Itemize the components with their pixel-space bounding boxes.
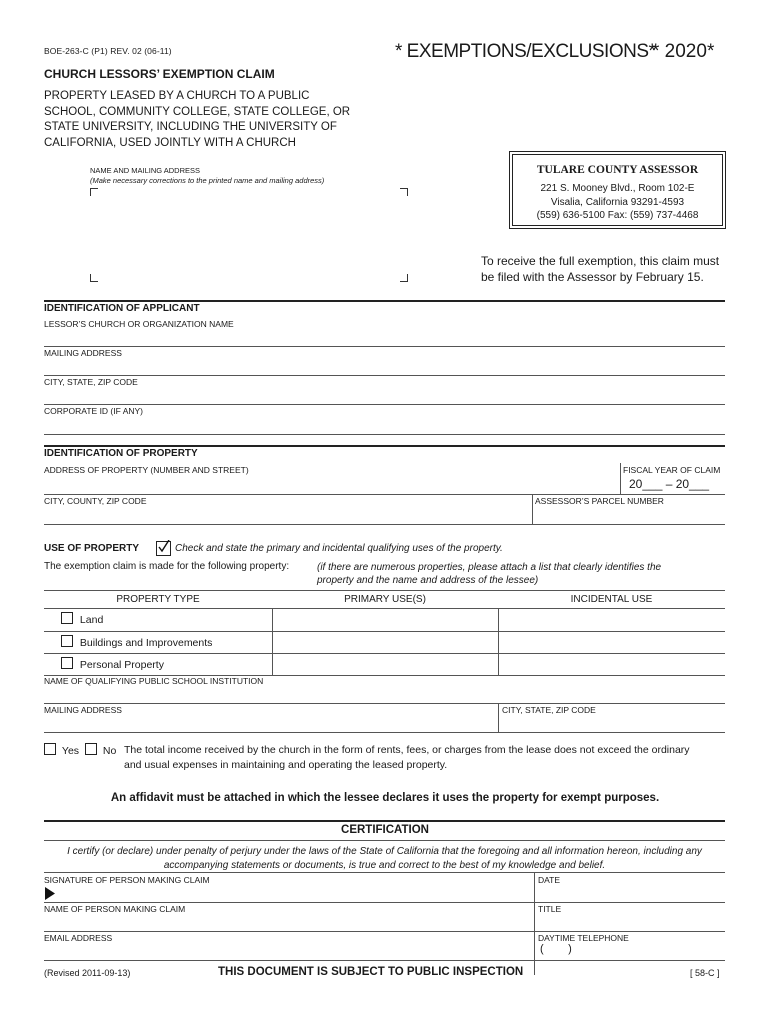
email-field[interactable] (44, 944, 532, 960)
use-heading: USE OF PROPERTY (44, 543, 140, 554)
col-incidental-use: INCIDENTAL USE (570, 594, 653, 605)
assessor-name: TULARE COUNTY ASSESSOR (536, 164, 699, 176)
claimant-name-label: NAME OF PERSON MAKING CLAIM (44, 904, 186, 914)
school-mailing-label: MAILING ADDRESS (44, 705, 122, 715)
income-yes-checkbox[interactable] (44, 743, 56, 755)
personal-incidental-field[interactable] (500, 655, 723, 675)
address-corner-tl (90, 188, 98, 196)
property-city-field[interactable] (44, 507, 530, 523)
col-primary-use: PRIMARY USE(S) (344, 594, 426, 605)
signature-label: SIGNATURE OF PERSON MAKING CLAIM (44, 875, 210, 885)
assessor-phone: (559) 636-5100 Fax: (559) 737-4468 (536, 210, 699, 221)
col-property-type: PROPERTY TYPE (116, 594, 200, 605)
email-label: EMAIL ADDRESS (44, 933, 113, 943)
date-label: DATE (538, 875, 561, 885)
applicant-heading: IDENTIFICATION OF APPLICANT (44, 303, 200, 314)
parcel-label: ASSESSOR’S PARCEL NUMBER (535, 496, 664, 506)
income-no-checkbox[interactable] (85, 743, 97, 755)
public-inspection-notice: THIS DOCUMENT IS SUBJECT TO PUBLIC INSPECTION (218, 966, 524, 978)
row-personal-property: Personal Property (61, 657, 164, 671)
date-field[interactable] (538, 886, 723, 902)
corporate-id-label: CORPORATE ID (IF ANY) (44, 406, 144, 416)
filing-note: To receive the full exemption, this claim must be filed with the Assessor by February 15. (481, 254, 720, 284)
property-address-field[interactable] (44, 476, 618, 492)
corporate-id-field[interactable] (44, 417, 725, 433)
income-statement: The total income received by the church in the form of rents, fees, or charges from the lease does not exceed the ordinary and usual expenses in maintaining and operating the leased property. (124, 744, 690, 771)
address-corner-tr (400, 188, 408, 196)
school-mailing-field[interactable] (44, 716, 496, 732)
revised-date: (Revised 2011-09-13) (44, 968, 131, 978)
phone-label: DAYTIME TELEPHONE (538, 933, 629, 943)
row-buildings: Buildings and Improvements (61, 635, 212, 649)
buildings-incidental-field[interactable] (500, 633, 723, 653)
property-address-label: ADDRESS OF PROPERTY (NUMBER AND STREET) (44, 465, 249, 475)
title-label: TITLE (538, 904, 562, 914)
form-index-code: [ 58-C ] (690, 968, 720, 978)
land-primary-field[interactable] (274, 610, 496, 630)
income-yes: Yes (44, 743, 79, 757)
personal-primary-field[interactable] (274, 655, 496, 675)
property-city-label: CITY, COUNTY, ZIP CODE (44, 496, 147, 506)
assessor-box (509, 151, 726, 229)
mailing-address-field[interactable] (44, 359, 725, 375)
address-hint: (Make necessary corrections to the printed name and mailing address) (90, 176, 325, 185)
title-field[interactable] (538, 915, 723, 931)
school-city-label: CITY, STATE, ZIP CODE (502, 705, 596, 715)
address-label: NAME AND MAILING ADDRESS (90, 166, 201, 175)
name-mailing-address-field[interactable] (100, 196, 398, 272)
fiscal-year-label: FISCAL YEAR OF CLAIM (623, 465, 721, 475)
land-checkbox[interactable] (61, 612, 73, 624)
use-note: (if there are numerous properties, please attach a list that clearly identifies the property and the name and address of the lessee) (317, 562, 662, 586)
address-corner-br (400, 274, 408, 282)
buildings-checkbox[interactable] (61, 635, 73, 647)
assessor-city: Visalia, California 93291-4593 (550, 196, 685, 208)
city-state-zip-field[interactable] (44, 388, 725, 404)
phone-field[interactable]: ( ) (540, 943, 572, 955)
school-name-field[interactable] (44, 687, 725, 703)
assessor-street: 221 S. Mooney Blvd., Room 102-E (540, 183, 695, 194)
check-icon (156, 541, 171, 556)
claimant-name-field[interactable] (44, 915, 532, 931)
city-state-zip-label: CITY, STATE, ZIP CODE (44, 377, 138, 387)
signature-field[interactable] (60, 886, 532, 902)
school-name-label: NAME OF QUALIFYING PUBLIC SCHOOL INSTITUTION (44, 676, 264, 686)
row-land: Land (61, 612, 103, 626)
school-city-field[interactable] (502, 716, 723, 732)
church-name-field[interactable] (44, 330, 725, 346)
church-name-label: LESSOR’S CHURCH OR ORGANIZATION NAME (44, 319, 234, 329)
parcel-field[interactable] (535, 507, 723, 523)
mailing-address-label: MAILING ADDRESS (44, 348, 122, 358)
income-no: No (85, 743, 116, 757)
certification-text: I certify (or declare) under penalty of perjury under the laws of the State of California that the foregoing and all information hereon, including any accompanying statements or documents, is true and correct to the best of my knowledge and belief. (67, 846, 702, 871)
certification-heading: CERTIFICATION (341, 824, 429, 836)
use-claim-text: The exemption claim is made for the following property: (44, 561, 290, 572)
form-year: * 2020* (652, 41, 715, 62)
property-heading: IDENTIFICATION OF PROPERTY (44, 448, 198, 459)
form-title: CHURCH LESSORS’ EXEMPTION CLAIM (44, 67, 275, 81)
form-subtitle: PROPERTY LEASED BY A CHURCH TO A PUBLIC SCHOOL, COMMUNITY COLLEGE, STATE COLLEGE, OR STATE UNIVERSITY, INCLUDING THE UNIVERSITY OF CALIFORNIA, USED JOINTLY WITH A CHURCH (44, 90, 351, 149)
affidavit-note: An affidavit must be attached in which the lessee declares it uses the property for exempt purposes. (110, 792, 660, 804)
fiscal-year-field[interactable]: 20___ – 20___ (629, 477, 710, 491)
use-instruction: Check and state the primary and incidental qualifying uses of the property. (175, 543, 503, 554)
buildings-primary-field[interactable] (274, 633, 496, 653)
address-corner-bl (90, 274, 98, 282)
form-category: * EXEMPTIONS/EXCLUSIONS* (395, 41, 656, 62)
land-incidental-field[interactable] (500, 610, 723, 630)
personal-property-checkbox[interactable] (61, 657, 73, 669)
form-code: BOE-263-C (P1) REV. 02 (06-11) (44, 46, 172, 56)
